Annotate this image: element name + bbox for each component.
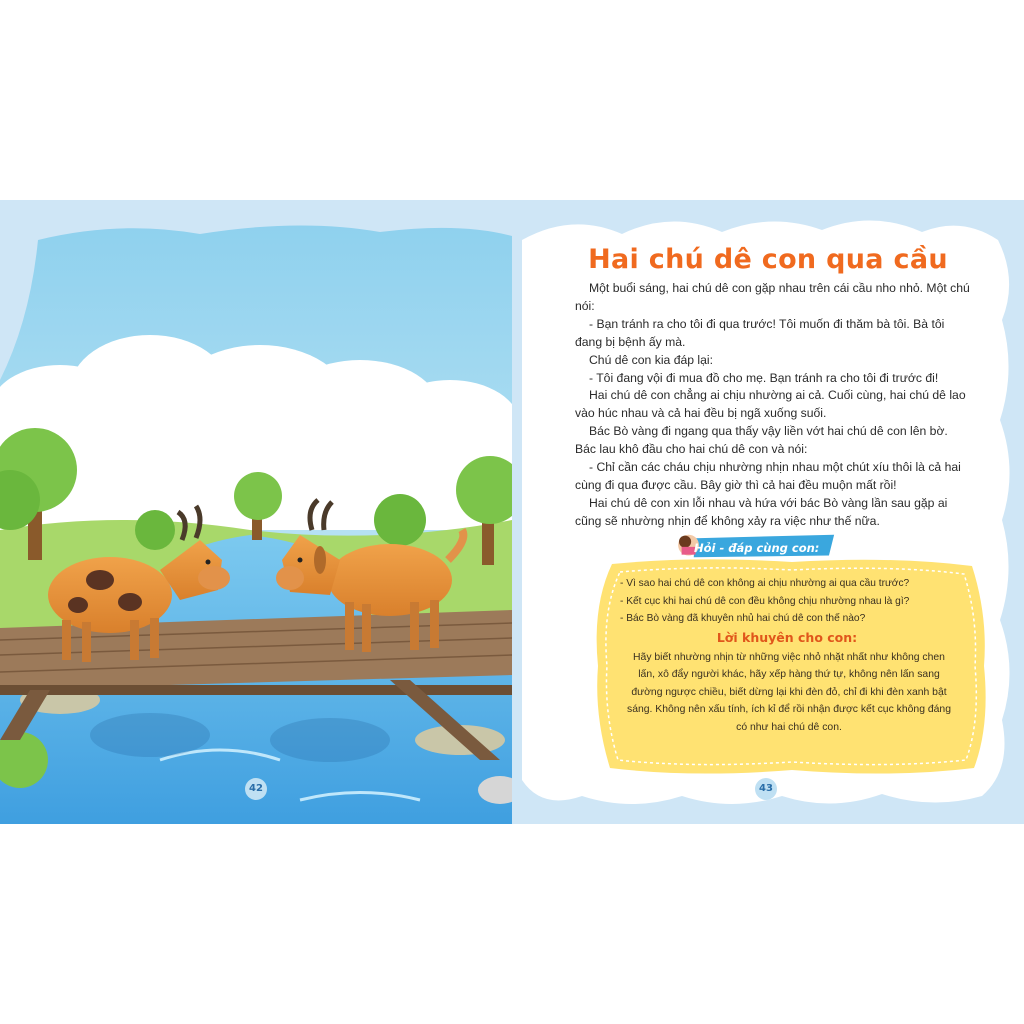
story-paragraph: - Tôi đang vội đi mua đồ cho mẹ. Bạn tránh ra cho tôi đi trước đi!: [589, 370, 939, 385]
story-paragraph: Chú dê con kia đáp lại:: [589, 352, 713, 367]
advice-title: Lời khuyên cho con:: [716, 630, 858, 645]
story-title: Hai chú dê con qua cầu: [588, 244, 948, 275]
qa-questions: [620, 575, 960, 628]
page-number-right: 43: [755, 778, 777, 800]
story-paragraph: - Chỉ cần các cháu chịu nhường nhịn nhau một chút xíu thôi là cả hai cùng đi qua được cầu. Bây giờ thì cả hai đều muộn mất rồi!: [575, 460, 961, 492]
story-paragraph: - Bạn tránh ra cho tôi đi qua trước! Tôi muốn đi thăm bà tôi. Bà tôi đang bị bệnh ấy mà.: [575, 316, 945, 349]
story-paragraph: Một buổi sáng, hai chú dê con gặp nhau trên cái cầu nho nhỏ. Một chú nói:: [575, 281, 970, 313]
page-number-left: 42: [245, 778, 267, 800]
qa-title: Hỏi - đáp cùng con:: [694, 541, 820, 555]
advice-text: Hãy biết nhường nhịn từ những việc nhỏ nhặt nhất như không chen lấn, xô đẩy người khác, hãy xếp hàng thứ tự, không nên lấn sang đường ngược chiều, biết dừng lại khi đèn đỏ, chỉ đi khi đèn xanh bật sáng. Không nên xấu tính, ích kỉ để rồi nhận được kết cục không đáng có như hai chú dê con.: [627, 652, 951, 733]
right-page: [512, 200, 1024, 824]
story-illustration: [0, 200, 512, 824]
qa-question: - Bác Bò vàng đã khuyên nhủ hai chú dê con thế nào?: [620, 613, 866, 624]
story-paragraph: Hai chú dê con chẳng ai chịu nhường ai cả. Cuối cùng, hai chú dê lao vào húc nhau và cả hai đều bị ngã xuống suối.: [575, 388, 966, 421]
qa-question: - Vì sao hai chú dê con không ai chịu nhường ai qua cầu trước?: [620, 578, 910, 589]
qa-question: - Kết cục khi hai chú dê con đều không chịu nhường nhau là gì?: [620, 595, 910, 607]
story-body: [575, 280, 970, 531]
story-paragraph: Bác Bò vàng đi ngang qua thấy vậy liền vớt hai chú dê con lên bờ. Bác lau khô đầu cho hai chú dê con và nói:: [575, 424, 948, 457]
story-paragraph: Hai chú dê con xin lỗi nhau và hứa với bác Bò vàng lần sau gặp ai cũng sẽ nhường nhịn để không xảy ra việc như thế nữa.: [575, 495, 948, 528]
book-spread: [0, 200, 1024, 824]
